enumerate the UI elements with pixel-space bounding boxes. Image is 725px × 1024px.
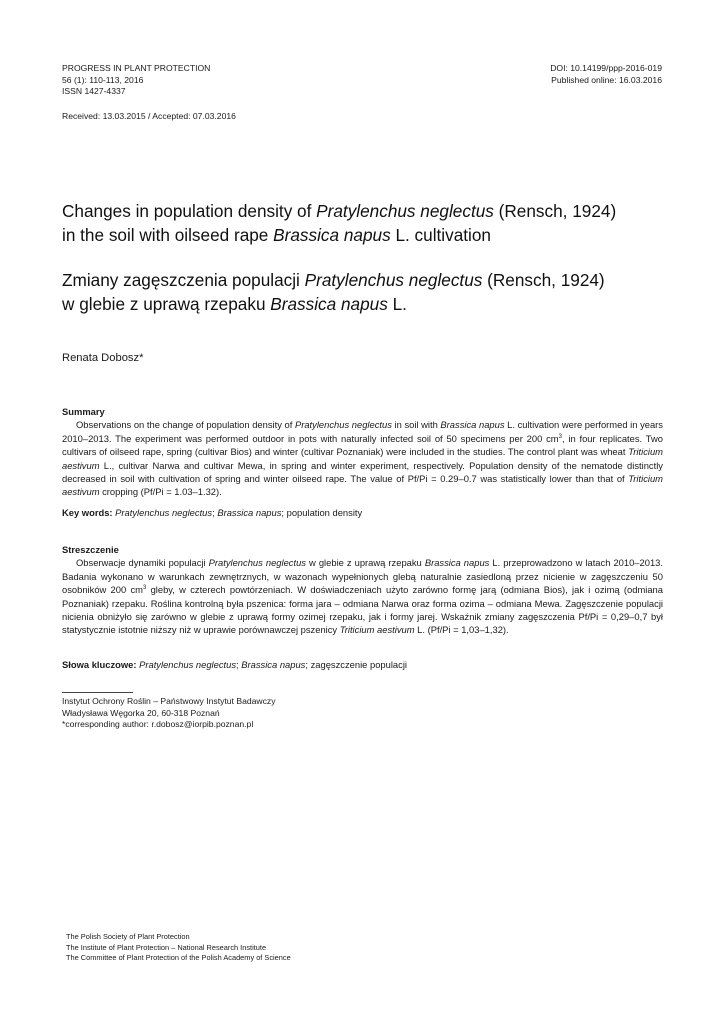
summary-text: Observations on the change of population density of Pratylenchus neglectus in soil with Brassica napus L. cultivation were performed in years 2010–2013. The experiment was performed outdoor in pots with naturally infected soil of 50 specimens per 200 $cm^3$, in four replicates. Two cultivars of oilseed rape, spring (cultivar Bios) and winter (cultivar Poznaniak) were included in the studies. The control plant was wheat Triticium aestivum L., cultivar Narwa and cultivar Mewa, in spring and winter experiment, respectively. Population density of the nematode distinctly decreased in soil with cultivation of spring and winter oilseed rape. The value of Pf/Pi = 0.29–0.7 was statistically lower than that of Triticium aestivum cropping (Pf/Pi = 1.03–1.32).: [62, 419, 663, 498]
publisher-line-1: The Polish Society of Plant Protection: [66, 932, 190, 941]
publisher-footer: [66, 932, 291, 964]
publisher-line-2: The Institute of Plant Protection – National Research Institute: [66, 942, 267, 952]
institute-address: Władysława Węgorka 20, 60-318 Poznań: [62, 707, 220, 718]
key-words: Key words: Pratylenchus neglectus; Brassica napus; population density: [62, 507, 363, 518]
journal-volume: 56 (1): 110-113, 2016: [62, 74, 144, 85]
streszczenie-heading: Streszczenie: [62, 544, 119, 555]
published-date: Published online: 16.03.2016: [551, 74, 662, 85]
affiliation-footnote: [62, 696, 276, 731]
slowa-kluczowe: Słowa kluczowe: Pratylenchus neglectus; Brassica napus; zagęszczenie populacji: [62, 659, 407, 670]
summary-heading: Summary: [62, 406, 105, 417]
doi: DOI: 10.14199/ppp-2016-019: [550, 63, 662, 73]
title-english: Changes in population density of Pratylenchus neglectus (Rensch, 1924) in the soil with oilseed rape Brassica napus L. cultivation: [62, 201, 617, 245]
journal-issn: ISSN 1427-4337: [62, 86, 126, 96]
doi-header: [550, 63, 662, 86]
institute-name: Instytut Ochrony Roślin – Państwowy Instytut Badawczy: [62, 696, 276, 706]
footnote-divider: [62, 692, 133, 693]
corresponding-author: *corresponding author: r.dobosz@iorpib.poznan.pl: [62, 719, 254, 730]
streszczenie-text: Obserwacje dynamiki populacji Pratylenchus neglectus w glebie z uprawą rzepaku Brassica napus L. przeprowadzono w latach 2010–2013. Badania wykonano w warunkach zewnętrznych, w wazonach wypełnionych glebą naturalnie zasiedloną przez nicienie w zagęszczeniu 50 osobników 200 $cm^3$ gleby, w czterech powtórzeniach. W doświadczeniach użyto zarówno formę jarą (odmiana Bios), jak i ozimą (odmiana Poznaniak) rzepaku. Roślina kontrolną była pszenica: forma jara – odmiana Narwa oraz forma ozima – odmiana Mewa. Zagęszczenie populacji nicienia obniżyło się zarówno w glebie z uprawą formy ozimej rzepaku, jak i formy jarej. Wskaźnik zmiany zagęszczenia Pf/Pi = 0,29–0,7 był statystycznie istotnie niższy niż w uprawie porównawczej pszenicy Triticium aestivum L. (Pf/Pi = 1,03–1,32).: [62, 557, 663, 636]
received-dates: Received: 13.03.2015 / Accepted: 07.03.2016: [62, 111, 236, 121]
streszczenie-section: [62, 543, 663, 637]
journal-header: [62, 63, 210, 98]
author-name: Renata Dobosz*: [62, 352, 144, 364]
publisher-line-3: The Committee of Plant Protection of the Polish Academy of Science: [66, 953, 291, 963]
title-polish: Zmiany zagęszczenia populacji Pratylenchus neglectus (Rensch, 1924) w glebie z uprawą rzepaku Brassica napus L.: [62, 270, 605, 314]
summary-section: [62, 405, 663, 499]
journal-name: PROGRESS IN PLANT PROTECTION: [62, 63, 211, 73]
